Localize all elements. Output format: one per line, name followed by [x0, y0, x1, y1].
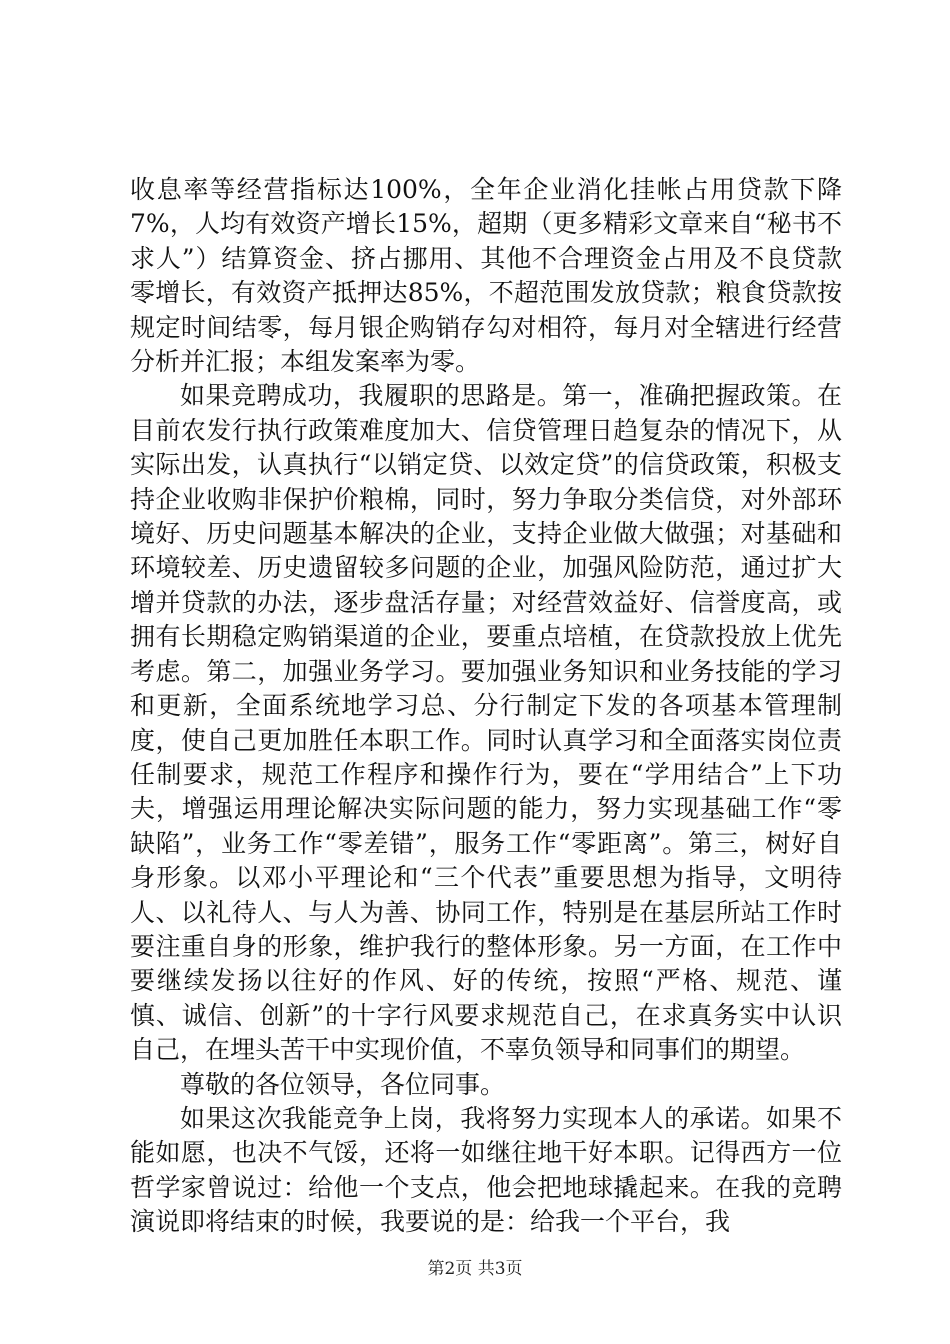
page-number-footer: 第2页 共3页: [427, 1259, 523, 1279]
paragraph-continuation: 收息率等经营指标达100%，全年企业消化挂帐占用贷款下降7%，人均有效资产增长15%，超期（更多精彩文章来自“秘书不求人”）结算资金、挤占挪用、其他不合理资金占用及不良贷款零增长，有效资产抵押达85%，不超范围发放贷款；粮食贷款按规定时间结零，每月银企购销存勾对相符，每月对全辖进行经营分析并汇报；本组发案率为零。: [130, 175, 842, 377]
paragraph-performance-plan: 如果竞聘成功，我履职的思路是。第一，准确把握政策。在目前农发行执行政策难度加大、信贷管理日趋复杂的情况下，从实际出发，认真执行“以销定贷、以效定贷”的信贷政策，积极支持企业收购非保护价粮棉，同时，努力争取分类信贷，对外部环境好、历史问题基本解决的企业，支持企业做大做强；对基础和环境较差、历史遗留较多问题的企业，加强风险防范，通过扩大增并贷款的办法，逐步盘活存量；对经营效益好、信誉度高，或拥有长期稳定购销渠道的企业，要重点培植，在贷款投放上优先考虑。第二，加强业务学习。要加强业务知识和业务技能的学习和更新，全面系统地学习总、分行制定下发的各项基本管理制度，使自己更加胜任本职工作。同时认真学习和全面落实岗位责任制要求，规范工作程序和操作行为，要在“学用结合”上下功夫，增强运用理论解决实际问题的能力，努力实现基础工作“零缺陷”，业务工作“零差错”，服务工作“零距离”。第三，树好自身形象。以邓小平理论和“三个代表”重要思想为指导，文明待人、以礼待人、与人为善、协同工作，特别是在基层所站工作时要注重自身的形象，维护我行的整体形象。另一方面，在工作中要继续发扬以往好的作风、好的传统，按照“严格、规范、谨慎、诚信、创新”的十字行风要求规范自己，在求真务实中认识自己，在埋头苦干中实现价值，不辜负领导和同事们的期望。: [130, 381, 842, 1065]
paragraph-salutation: 尊敬的各位领导，各位同事。: [180, 1069, 506, 1099]
document-body: [130, 173, 842, 1240]
paragraph-closing: 如果这次我能竞争上岗，我将努力实现本人的承诺。如果不能如愿，也决不气馁，还将一如继往地干好本职。记得西方一位哲学家曾说过：给他一个支点，他会把地球撬起来。在我的竞聘演说即将结束的时候，我要说的是：给我一个平台，我: [130, 1103, 842, 1237]
